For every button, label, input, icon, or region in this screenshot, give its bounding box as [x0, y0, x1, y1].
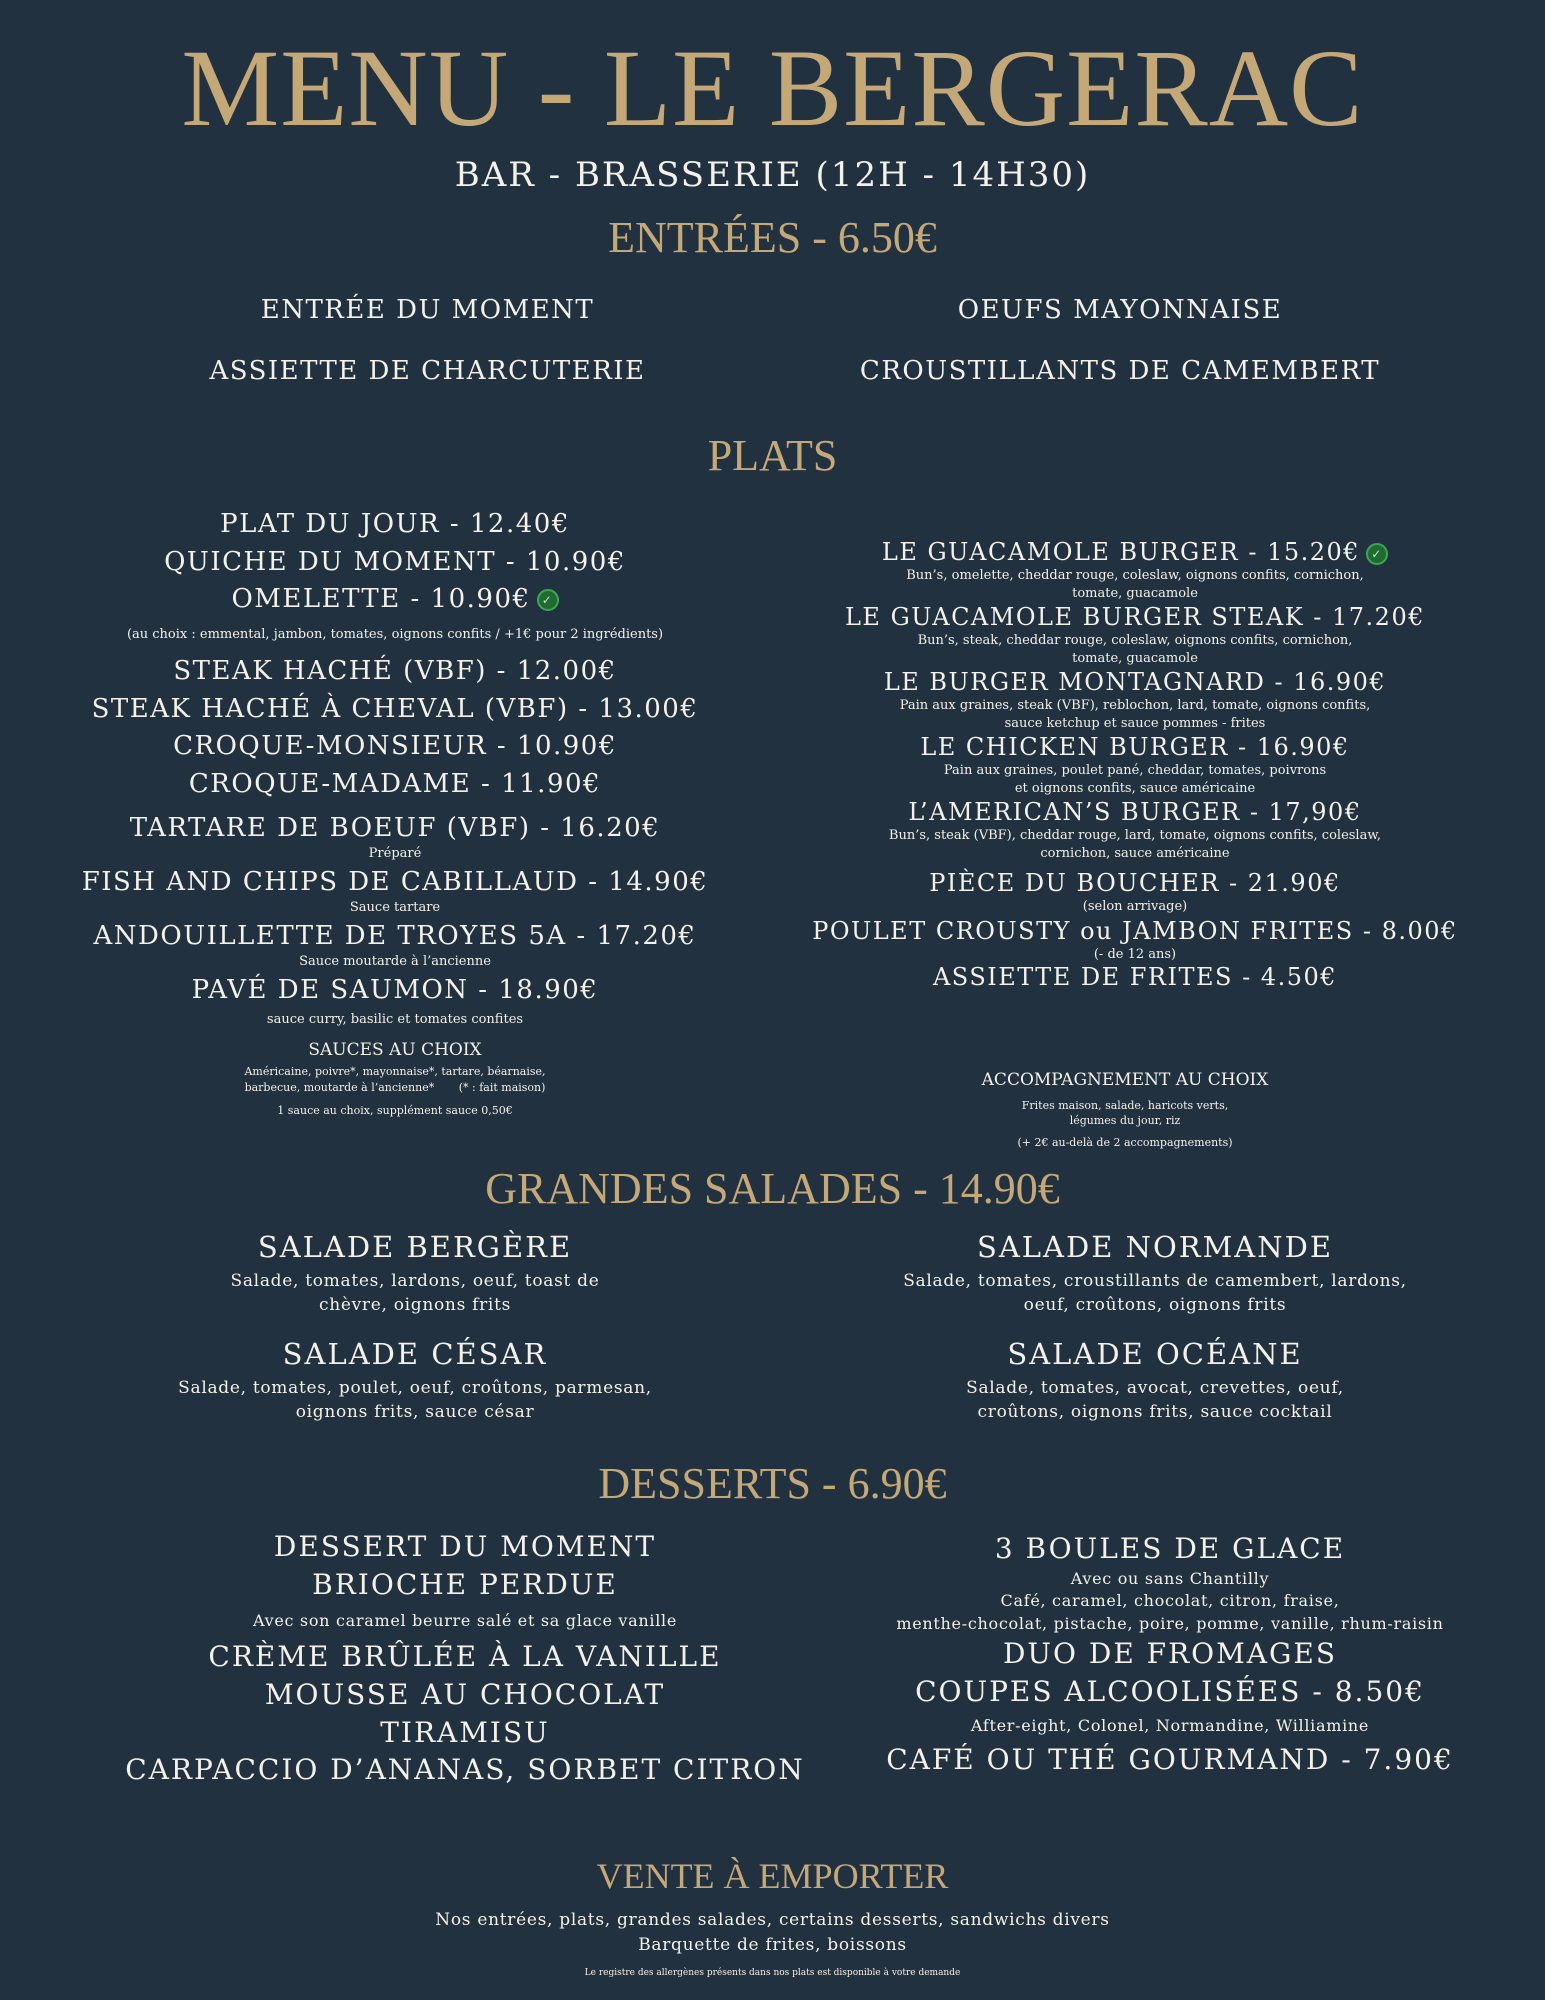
plats-heading: PLATS	[707, 431, 838, 480]
sauces-list: Américaine, poivre*, mayonnaise*, tartare, béarnaise,	[244, 1065, 546, 1079]
dessert-item: CAFÉ OU THÉ GOURMAND - 7.90€	[886, 1742, 1454, 1776]
salad-desc: Salade, tomates, lardons, oeuf, toast de	[230, 1271, 600, 1291]
menu-item: POULET CROUSTY ou JAMBON FRITES - 8.00€	[812, 917, 1458, 946]
entrees-left-column	[40, 294, 815, 387]
item-desc: et oignons confits, sauce américaine	[1014, 780, 1256, 796]
salad-desc: Salade, tomates, croustillants de camembert, lardons,	[903, 1271, 1407, 1291]
item-note: (selon arrivage)	[1082, 899, 1188, 915]
dessert-note: Avec ou sans Chantilly	[1070, 1568, 1270, 1588]
item-desc: Bun’s, steak (VBF), cheddar rouge, lard, tomate, oignons confits, coleslaw,	[888, 828, 1382, 844]
sauces-note: 1 sauce au choix, supplément sauce 0,50€	[277, 1104, 513, 1118]
accompagnement-note: (+ 2€ au-delà de 2 accompagnements)	[1017, 1135, 1233, 1149]
allergen-footnote: Le registre des allergènes présents dans nos plats est disponible à votre demande	[584, 1968, 961, 1978]
salad-desc: Salade, tomates, avocat, crevettes, oeuf,	[966, 1378, 1344, 1398]
dessert-note: After-eight, Colonel, Normandine, Williamine	[970, 1715, 1370, 1735]
salad-name: SALADE BERGÈRE	[257, 1230, 573, 1264]
page-title: MENU - LE BERGERAC	[181, 27, 1364, 149]
desserts-right-column	[860, 1530, 1480, 1779]
salad-item	[65, 1230, 765, 1318]
item-note: (- de 12 ans)	[1093, 947, 1177, 963]
emporter-line: Barquette de frites, boissons	[638, 1935, 907, 1955]
dessert-item: DESSERT DU MOMENT	[273, 1530, 657, 1563]
salad-name: SALADE OCÉANE	[1007, 1337, 1303, 1371]
item-desc: tomate, guacamole	[1072, 585, 1198, 601]
menu-item: OEUFS MAYONNAISE	[957, 295, 1283, 325]
menu-item: CROQUE-MADAME - 11.90€	[188, 768, 602, 799]
dessert-item: MOUSSE AU CHOCOLAT	[264, 1677, 666, 1711]
emporter-line: Nos entrées, plats, grandes salades, certains desserts, sandwichs divers	[435, 1910, 1110, 1930]
accompagnement-list: Frites maison, salade, haricots verts,	[1021, 1099, 1229, 1112]
menu-item: TARTARE DE BOEUF (VBF) - 16.20€	[129, 813, 661, 844]
menu-item: LE GUACAMOLE BURGER STEAK - 17.20€	[844, 603, 1425, 632]
accompagnement-list: légumes du jour, riz	[1069, 1114, 1181, 1128]
dessert-item: TIRAMISU	[380, 1715, 550, 1749]
dessert-item: CARPACCIO D’ANANAS, SORBET CITRON	[125, 1753, 805, 1787]
menu-item-label: LE GUACAMOLE BURGER - 15.20€	[881, 538, 1361, 566]
sauces-title: SAUCES AU CHOIX	[308, 1040, 482, 1061]
dessert-item: CRÈME BRÛLÉE À LA VANILLE	[208, 1639, 722, 1673]
entrees-right-column	[775, 294, 1465, 387]
menu-item: QUICHE DU MOMENT - 10.90€	[164, 546, 626, 577]
salad-item	[810, 1337, 1500, 1425]
sauces-list: barbecue, moutarde à l’ancienne* (* : fait maison)	[244, 1080, 546, 1094]
menu-item: CROQUE-MONSIEUR - 10.90€	[173, 731, 617, 762]
menu-item: STEAK HACHÉ (VBF) - 12.00€	[173, 656, 617, 687]
plats-right-column	[790, 537, 1480, 992]
page-subtitle: BAR - BRASSERIE (12H - 14H30)	[454, 155, 1091, 195]
menu-item: STEAK HACHÉ À CHEVAL (VBF) - 13.00€	[91, 693, 699, 724]
item-desc: Pain aux graines, steak (VBF), reblochon, lard, tomate, oignons confits,	[899, 698, 1371, 714]
menu-item: ENTRÉE DU MOMENT	[260, 295, 595, 325]
item-desc: Bun’s, steak, cheddar rouge, coleslaw, oignons confits, cornichon,	[917, 633, 1353, 649]
menu-item: FISH AND CHIPS DE CABILLAUD - 14.90€	[81, 867, 709, 898]
salad-desc: chèvre, oignons frits	[318, 1294, 512, 1315]
leaf-icon: ✓	[537, 589, 559, 611]
item-note: Préparé	[368, 845, 422, 861]
dessert-item: DUO DE FROMAGES	[1002, 1636, 1338, 1670]
salad-desc: Salade, tomates, poulet, oeuf, croûtons, parmesan,	[178, 1378, 652, 1398]
dessert-item: 3 BOULES DE GLACE	[994, 1532, 1346, 1565]
desserts-heading: DESSERTS - 6.90€	[598, 1459, 947, 1508]
salad-desc: oignons frits, sauce césar	[295, 1401, 535, 1422]
item-desc: sauce ketchup et sauce pommes - frites	[1004, 715, 1266, 731]
dessert-note: Avec son caramel beurre salé et sa glace vanille	[252, 1610, 678, 1630]
menu-item-guacamole	[790, 537, 1480, 567]
salad-item	[810, 1230, 1500, 1318]
emporter-heading: VENTE À EMPORTER	[596, 1856, 949, 1896]
item-note: Sauce tartare	[349, 899, 441, 915]
item-desc: tomate, guacamole	[1072, 650, 1198, 666]
menu-item-label: OMELETTE - 10.90€	[231, 584, 531, 614]
item-desc: Pain aux graines, poulet pané, cheddar, tomates, poivrons	[943, 763, 1327, 779]
item-note: Sauce moutarde à l’ancienne	[299, 953, 491, 969]
salad-desc: croûtons, oignons frits, sauce cocktail	[977, 1401, 1333, 1422]
accompagnement-title: ACCOMPAGNEMENT AU CHOIX	[981, 1070, 1269, 1090]
dessert-item: COUPES ALCOOLISÉES - 8.50€	[915, 1674, 1425, 1708]
menu-item: LE CHICKEN BURGER - 16.90€	[920, 733, 1350, 762]
item-desc: Bun’s, omelette, cheddar rouge, coleslaw, oignons confits, cornichon,	[906, 568, 1364, 583]
menu-item: LE BURGER MONTAGNARD - 16.90€	[883, 668, 1387, 697]
menu-item: PLAT DU JOUR - 12.40€	[220, 509, 570, 539]
salad-name: SALADE CÉSAR	[282, 1337, 548, 1371]
entrees-heading: ENTRÉES - 6.50€	[608, 213, 937, 262]
menu-item: CROUSTILLANTS DE CAMEMBERT	[859, 355, 1381, 386]
salad-desc: oeuf, croûtons, oignons frits	[1023, 1294, 1287, 1315]
accompagnement-block	[790, 1070, 1460, 1150]
menu-item: ASSIETTE DE CHARCUTERIE	[209, 355, 646, 386]
plats-left-column	[40, 508, 750, 1118]
item-desc: cornichon, sauce américaine	[1040, 845, 1230, 861]
leaf-icon: ✓	[1366, 543, 1388, 565]
salad-name: SALADE NORMANDE	[976, 1230, 1334, 1264]
desserts-left-column	[80, 1528, 850, 1789]
menu-item: PAVÉ DE SAUMON - 18.90€	[191, 975, 599, 1006]
dessert-note: menthe-chocolat, pistache, poire, pomme, vanille, rhum-raisin	[896, 1613, 1444, 1633]
menu-item-omelette	[40, 583, 750, 616]
menu-item: ASSIETTE DE FRITES - 4.50€	[932, 962, 1338, 991]
menu-item: ANDOUILLETTE DE TROYES 5A - 17.20€	[93, 921, 697, 952]
dessert-note: Café, caramel, chocolat, citron, fraise,	[1000, 1591, 1340, 1611]
salades-heading: GRANDES SALADES - 14.90€	[485, 1164, 1060, 1213]
item-note: sauce curry, basilic et tomates confites	[266, 1011, 524, 1027]
dessert-item: BRIOCHE PERDUE	[312, 1567, 618, 1601]
menu-item: PIÈCE DU BOUCHER - 21.90€	[929, 869, 1341, 898]
salad-item	[65, 1337, 765, 1425]
item-note: (au choix : emmental, jambon, tomates, oignons confits / +1€ pour 2 ingrédients)	[126, 626, 664, 642]
menu-item: L’AMERICAN’S BURGER - 17,90€	[908, 798, 1362, 827]
